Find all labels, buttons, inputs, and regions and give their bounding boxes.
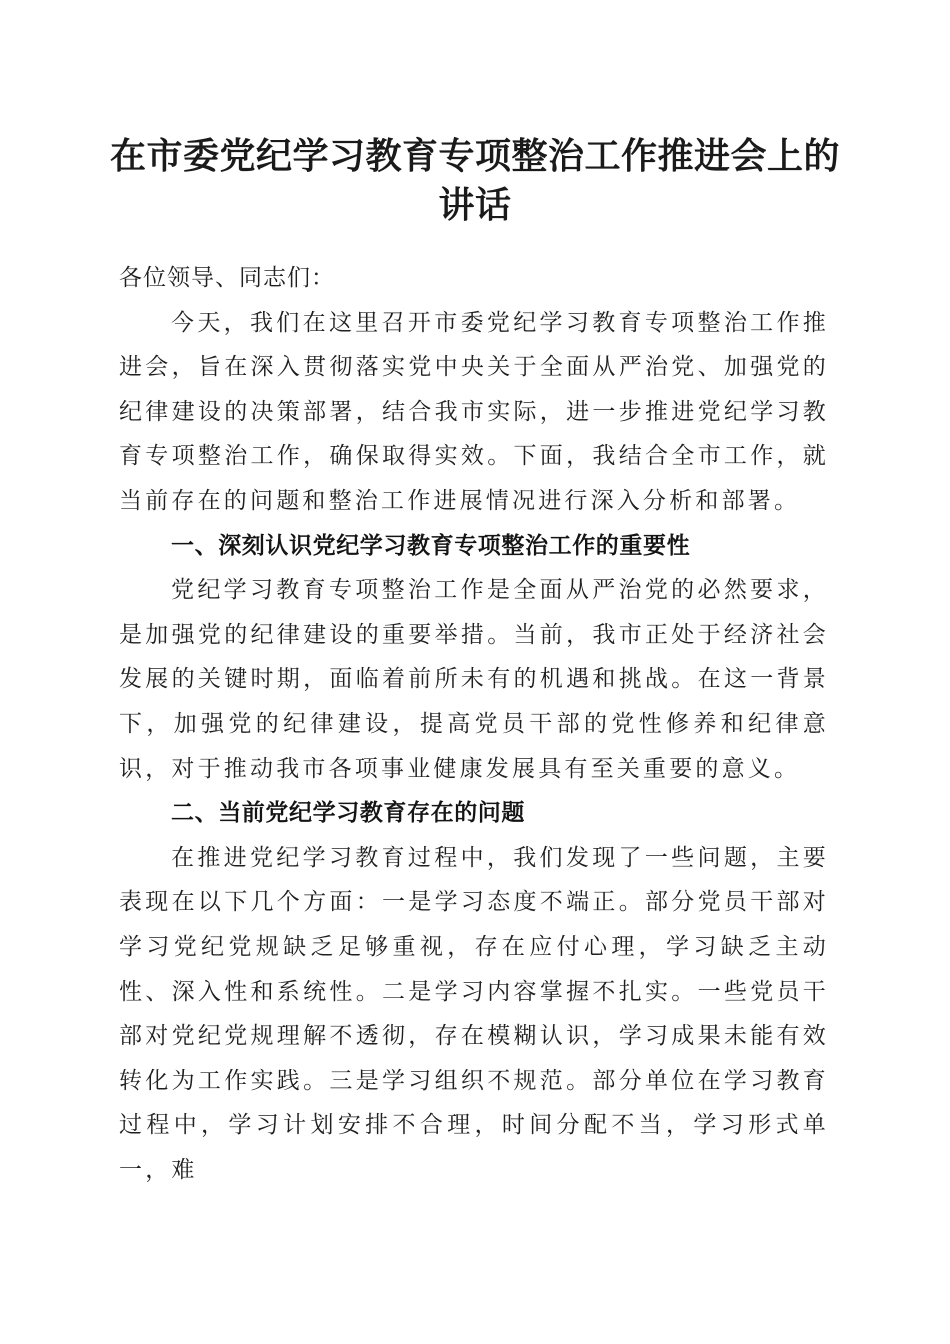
section-1-heading: 一、深刻认识党纪学习教育专项整治工作的重要性 bbox=[171, 532, 691, 559]
section-2-heading: 二、当前党纪学习教育存在的问题 bbox=[171, 800, 525, 827]
section-2-paragraph: 在推进党纪学习教育过程中，我们发现了一些问题，主要表现在以下几个方面：一是学习态度不端正。部分党员干部对学习党纪党规缺乏足够重视，存在应付心理，学习缺乏主动性、深入性和系统性。二是学习内容掌握不扎实。一些党员干部对党纪党规理解不透彻，存在模糊认识，学习成果未能有效转化为工作实践。三是学习组织不规范。部分单位在学习教育过程中，学习计划安排不合理，时间分配不当，学习形式单一，难 bbox=[119, 844, 829, 1183]
document-body bbox=[119, 256, 829, 1192]
title-line-2: 讲话 bbox=[438, 184, 512, 226]
title-line-1: 在市委党纪学习教育专项整治工作推进会上的 bbox=[110, 135, 841, 177]
section-1-paragraph: 党纪学习教育专项整治工作是全面从严治党的必然要求，是加强党的纪律建设的重要举措。当前，我市正处于经济社会发展的关键时期，面临着前所未有的机遇和挑战。在这一背景下，加强党的纪律建设，提高党员干部的党性修养和纪律意识，对于推动我市各项事业健康发展具有至关重要的意义。 bbox=[119, 577, 829, 782]
intro-paragraph: 今天，我们在这里召开市委党纪学习教育专项整治工作推进会，旨在深入贯彻落实党中央关于全面从严治党、加强党的纪律建设的决策部署，结合我市实际，进一步推进党纪学习教育专项整治工作，确保取得实效。下面，我结合全市工作，就当前存在的问题和整治工作进展情况进行深入分析和部署。 bbox=[119, 309, 829, 514]
document-title bbox=[110, 132, 840, 230]
salutation: 各位领导、同志们： bbox=[119, 265, 335, 291]
